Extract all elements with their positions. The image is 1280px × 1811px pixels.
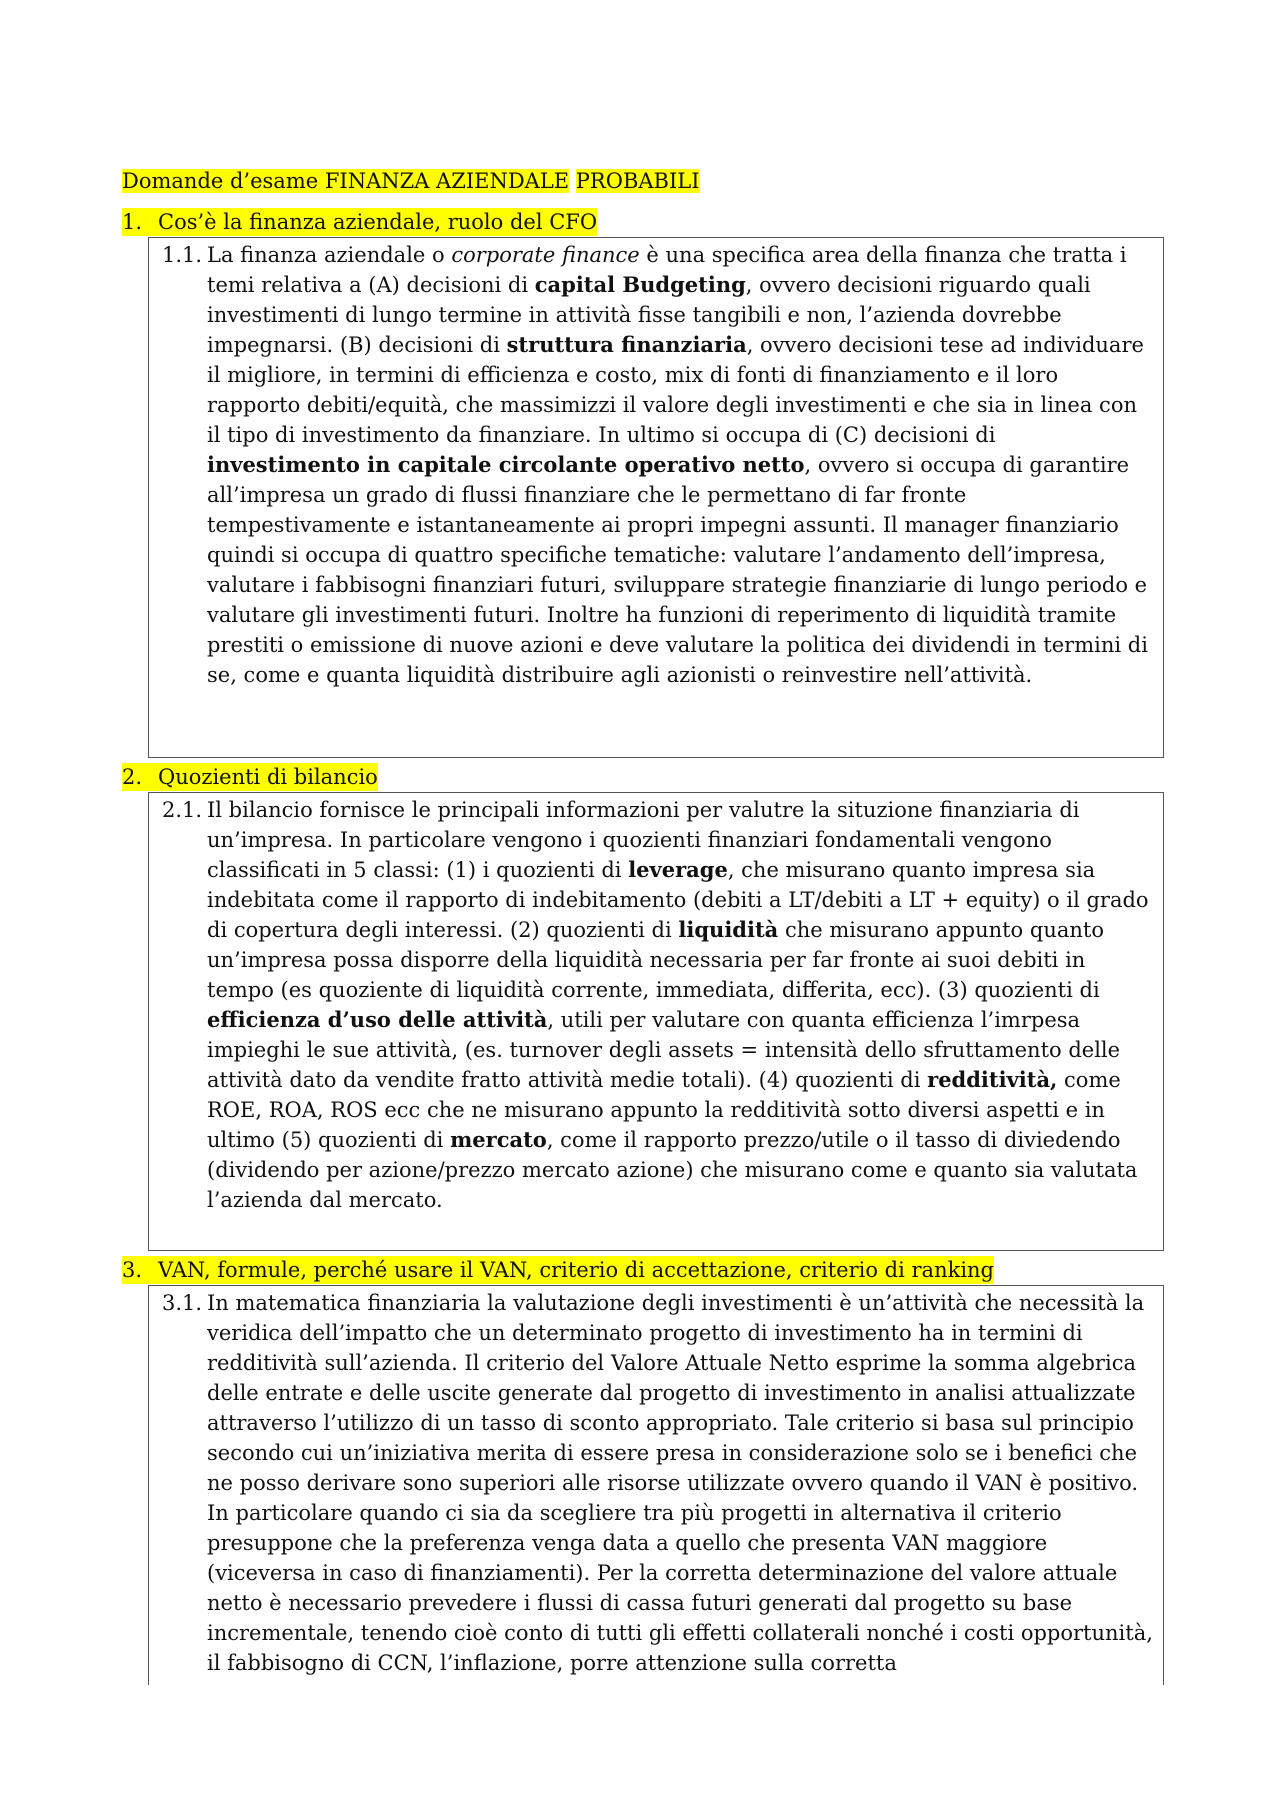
section-3-number: 3. — [122, 1256, 158, 1284]
section-1-paragraph — [149, 240, 1163, 690]
bold-term-capital-budgeting: capital Budgeting — [534, 272, 746, 297]
bold-term-leverage: leverage — [628, 857, 728, 882]
text-run: Il bilancio fornisce le principali informazioni per valutre la situzione finanziaria di un’impresa. In particolare vengono i quozienti finanziari fondamentali vengono classificati in 5 classi: (1) i quozienti di — [207, 798, 1080, 882]
text-run: è una specifica area della finanza che tratta i temi relativa a (A) decisioni di — [207, 243, 1127, 297]
text-run: La finanza aziendale o — [207, 243, 452, 267]
text-run: , ovvero si occupa di garantire all’impresa un grado di flussi finanziare che le permettano di far fronte tempestivamente e istantaneamente ai propri impegni assunti. Il manager finanziario quindi si occupa di quattro specifiche tematiche: valutare l’andamento dell’impresa, valutare i fabbisogni finanziari futuri, sviluppare strategie finanziarie di lungo periodo e valutare gli investimenti futuri. Inoltre ha funzioni di reperimento di liquidità tramite prestiti o emissione di nuove azioni e deve valutare la politica dei dividendi in termini di se, come e quanta liquidità distribuire agli azionisti o reinvestire nell’attività. — [207, 453, 1148, 687]
document-title-probabili: PROBABILI — [575, 169, 700, 193]
section-2-title: Quozienti di bilancio — [158, 765, 378, 789]
section-1-subnumber: 1.1. — [162, 243, 203, 267]
section-3-answer-box — [148, 1285, 1164, 1685]
document-title — [122, 167, 700, 195]
section-1-answer-box — [148, 237, 1164, 758]
bold-term-capitale-circolante: investimento in capitale circolante operativo netto — [207, 452, 805, 477]
section-3-paragraph — [149, 1288, 1163, 1678]
text-run: che misurano appunto quanto un’impresa possa disporre della liquidità necessaria per far fronte ai suoi debiti in tempo (es quoziente di liquidità corrente, immediata, differita, ecc). (3) quozienti di — [207, 918, 1104, 1002]
bold-term-liquidita: liquidità — [678, 917, 779, 942]
section-1-heading — [122, 208, 597, 236]
section-2-number: 2. — [122, 763, 158, 791]
section-1-title: Cos’è la finanza aziendale, ruolo del CFO — [158, 210, 598, 234]
section-2-answer-box — [148, 792, 1164, 1251]
section-2-subnumber: 2.1. — [162, 798, 203, 822]
section-2-paragraph — [149, 795, 1163, 1215]
text-run: , ovvero decisioni tese ad individuare il migliore, in termini di efficienza e costo, mix di fonti di finanziamento e il loro rapporto debiti/equità, che massimizzi il valore degli investimenti e che sia in linea con il tipo di investimento da finanziare. In ultimo si occupa di (C) decisioni di — [207, 333, 1144, 447]
bold-term-redditivita: redditività, — [927, 1067, 1058, 1092]
bold-term-efficienza: efficienza d’uso delle attività — [207, 1007, 548, 1032]
bold-term-mercato: mercato — [450, 1127, 547, 1152]
text-run: come ROE, ROA, ROS ecc che ne misurano appunto la redditività sotto diversi aspetti e in ultimo (5) quozienti di — [207, 1068, 1121, 1152]
section-3-heading — [122, 1256, 994, 1284]
section-3-title: VAN, formule, perché usare il VAN, criterio di accettazione, criterio di ranking — [158, 1258, 995, 1282]
section-2-heading — [122, 763, 378, 791]
document-title-main: Domande d’esame FINANZA AZIENDALE — [122, 169, 570, 193]
text-run: , come il rapporto prezzo/utile o il tasso di diviedendo (dividendo per azione/prezzo mercato azione) che misurano come e quanto sia valutata l’azienda dal mercato. — [207, 1128, 1138, 1212]
section-3-subnumber: 3.1. — [162, 1291, 203, 1315]
italic-term-corporate-finance: corporate finance — [451, 243, 640, 267]
text-run: In matematica finanziaria la valutazione degli investimenti è un’attività che necessità la veridica dell’impatto che un determinato progetto di investimento ha in termini di redditività sull’azienda. Il criterio del Valore Attuale Netto esprime la somma algebrica delle entrate e delle uscite generate dal progetto di investimento in analisi attualizzate attraverso l’utilizzo di un tasso di sconto appropriato. Tale criterio si basa sul principio secondo cui un’iniziativa merita di essere presa in considerazione solo se i benefici che ne posso derivare sono superiori alle risorse utilizzate ovvero quando il VAN è positivo. In particolare quando ci sia da scegliere tra più progetti in alternativa il criterio presuppone che la preferenza venga data a quello che presenta VAN maggiore (viceversa in caso di finanziamenti). Per la corretta determinazione del valore attuale netto è necessario prevedere i flussi di cassa futuri generati dal progetto su base incrementale, tenendo cioè conto di tutti gli effetti collaterali nonché i costi opportunità, il fabbisogno di CCN, l’inflazione, porre attenzione sulla corretta — [207, 1291, 1153, 1675]
text-run: , ovvero decisioni riguardo quali investimenti di lungo termine in attività fisse tangibili e non, l’azienda dovrebbe impegnarsi. (B) decisioni di — [207, 273, 1091, 357]
bold-term-struttura-finanziaria: struttura finanziaria — [506, 332, 747, 357]
section-1-number: 1. — [122, 208, 158, 236]
text-run: , utili per valutare con quanta efficienza l’imrpesa impieghi le sue attività, (es. turnover degli assets = intensità dello sfruttamento delle attività dato da vendite fratto attività medie totali). (4) quozienti di — [207, 1008, 1121, 1092]
text-run: , che misurano quanto impresa sia indebitata come il rapporto di indebitamento (debiti a LT/debiti a LT + equity) o il grado di copertura degli interessi. (2) quozienti di — [207, 858, 1149, 942]
